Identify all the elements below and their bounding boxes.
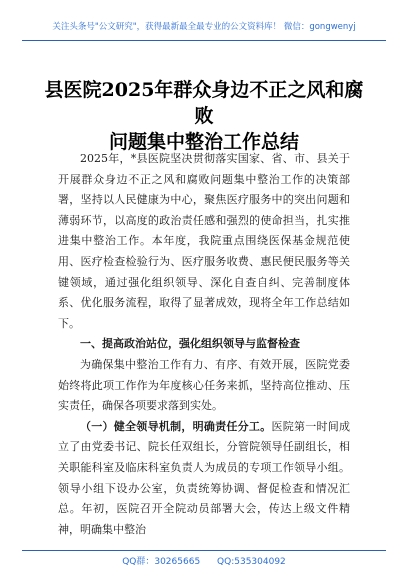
document-title	[36, 77, 372, 155]
title-line-1: 县医院2025年群众身边不正之风和腐败	[44, 79, 364, 127]
header-banner: 关注头条号"公文研究"，获得最新最全最专业的公文资料库！ 微信：gongwenyj	[52, 22, 356, 32]
footer-qq: QQ:535304092	[217, 557, 286, 567]
footer-qq-group: QQ群：30265665	[122, 557, 201, 567]
footer-divider	[22, 550, 386, 551]
section-1-paragraph: 为确保集中整治工作有力、有序、有效开展，医院党委始终将此项工作作为年度核心任务来抓，坚持高位推动、压实责任，确保各项要求落到实处。	[58, 357, 350, 413]
footer-contact	[0, 554, 408, 567]
subsection-paragraph	[58, 417, 350, 541]
subsection-1-text: 医院第一时间成立了由党委书记、院长任双组长，分管院领导任副组长，相关职能科室及临床科室负责人为成员的专项工作领导小组。领导小组下设办公室，负责统筹协调、督促检查和情况汇总。年初，医院召开全院动员部署大会，传达上级文件精神，明确集中整治	[58, 419, 351, 536]
document-body	[58, 149, 350, 540]
subsection-heading-1: （一）健全领导机制，明确责任分工。	[80, 419, 272, 433]
section-heading-1: 一、提高政治站位，强化组织领导与监督检查	[80, 337, 300, 351]
intro-paragraph: 2025年，*县医院坚决贯彻落实国家、省、市、县关于开展群众身边不正之风和腐败问题集中整治工作的决策部署，坚持以人民健康为中心，聚焦医疗服务中的突出问题和薄弱环节，以高度的政治责任感和强烈的使命担当，扎实推进集中整治工作。本年度，我院重点围绕医保基金规范使用、医疗检查检验行为、医疗服务收费、惠民便民服务等关键领域，通过强化组织领导、深化自查自纠、完善制度体系、优化服务流程，取得了显著成效，现将全年工作总结如下。	[58, 152, 350, 330]
header-divider	[22, 40, 386, 41]
title-line-2: 问题集中整治工作总结	[108, 131, 299, 153]
